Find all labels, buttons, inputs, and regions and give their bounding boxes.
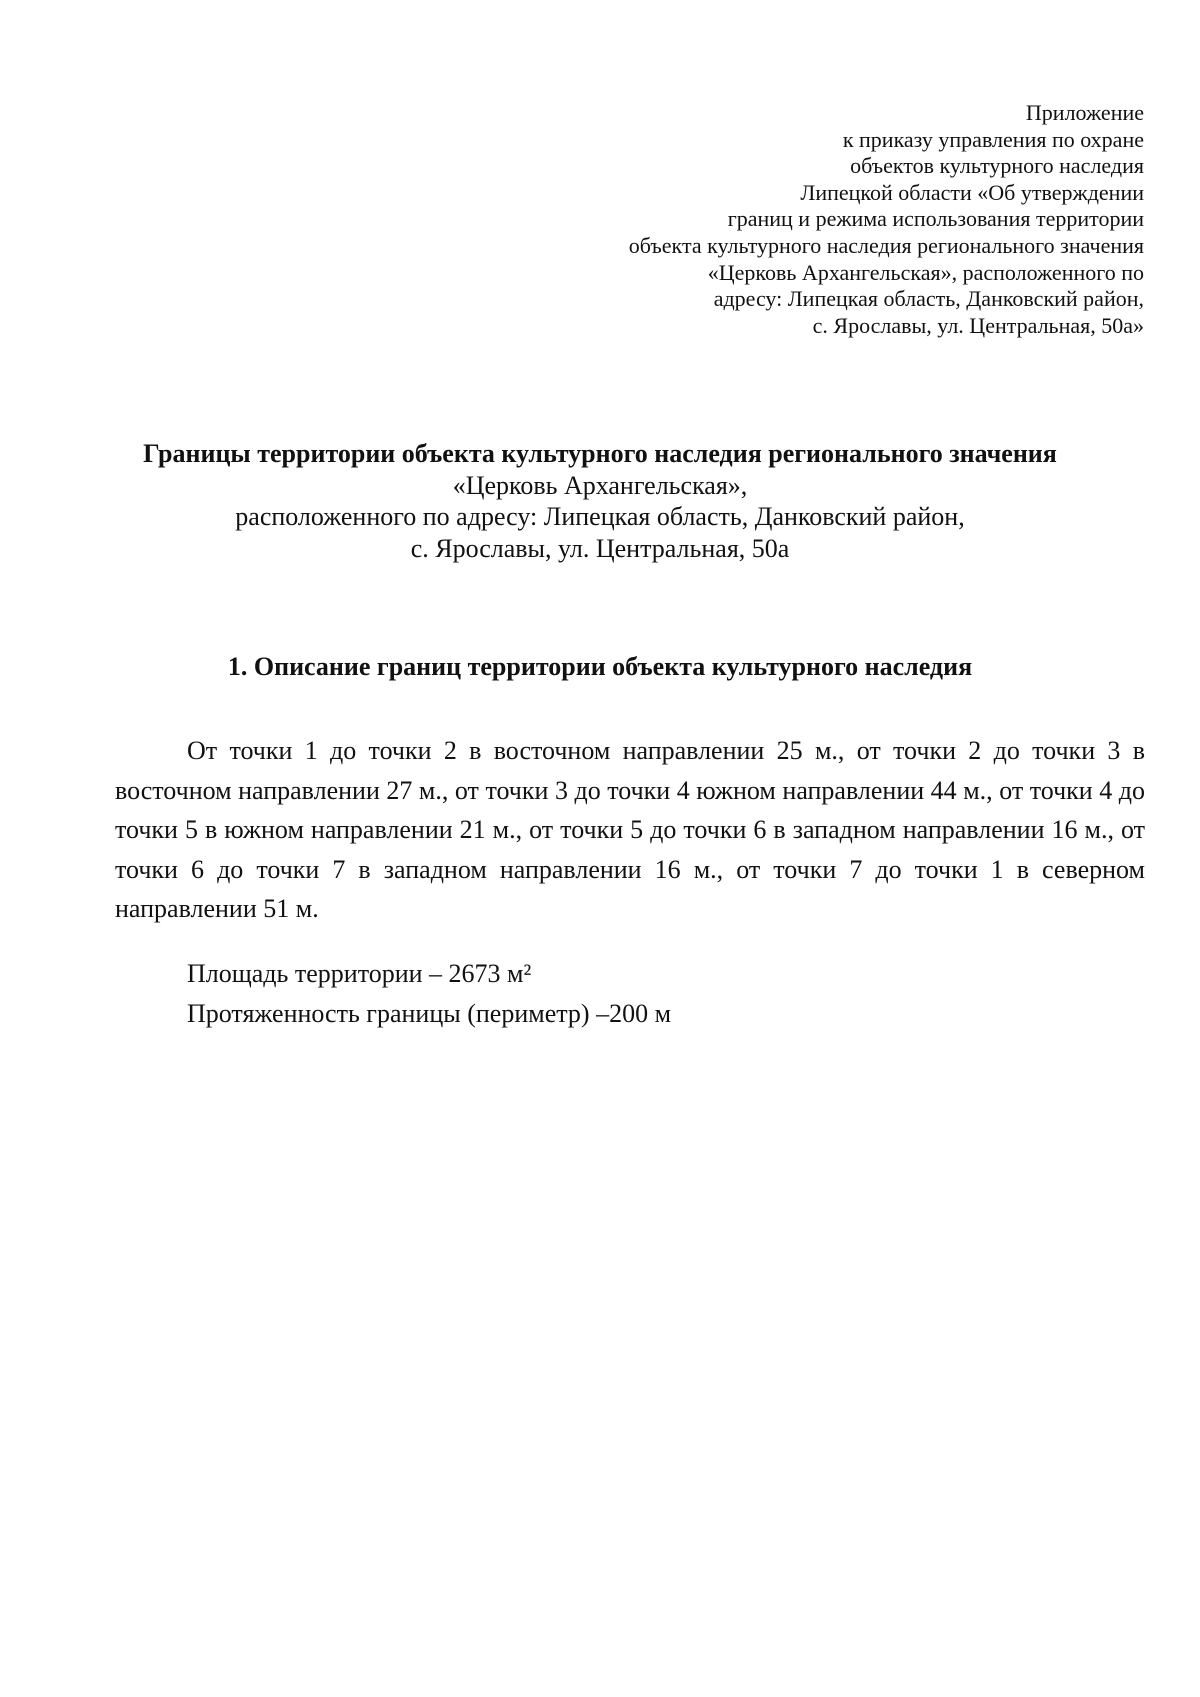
appendix-line: Приложение — [1025, 100, 1144, 125]
appendix-line: «Церковь Архангельская», расположенного по — [707, 259, 1144, 285]
appendix-line: к приказу управления по охране — [842, 126, 1144, 152]
territory-area: Площадь территории – 2673 м² — [187, 959, 532, 988]
territory-perimeter: Протяженность границы (периметр) –200 м — [187, 998, 672, 1028]
object-address-line: с. Ярославы, ул. Центральная, 50а — [410, 533, 790, 563]
appendix-reference-block — [444, 100, 1144, 339]
object-address-line: расположенного по адресу: Липецкая область, Данковский район, — [235, 502, 965, 531]
appendix-line: границ и режима использования территории — [727, 206, 1144, 232]
boundary-description: От точки 1 до точки 2 в восточном направлении 25 м., от точки 2 до точки 3 в восточном направлении 27 м., от точки 3 до точки 4 южном направлении 44 м., от точки 4 до точки 5 в южном направлении 21 м., от точки 5 до точки 6 в западном направлении 16 м., от точки 6 до точки 7 в западном направлении 16 м., от точки 7 до точки 1 в северном направлении 51 м. — [115, 736, 1145, 923]
appendix-line: с. Ярославы, ул. Центральная, 50а» — [812, 312, 1144, 338]
appendix-line: объекта культурного наследия регионального значения — [628, 232, 1144, 258]
document-title: Границы территории объекта культурного наследия регионального значения — [143, 439, 1057, 468]
appendix-line: Липецкой области «Об утверждении — [800, 179, 1144, 205]
appendix-line: адресу: Липецкая область, Данковский район, — [713, 286, 1144, 312]
appendix-line: объектов культурного наследия — [850, 153, 1144, 179]
section-heading: 1. Описание границ территории объекта культурного наследия — [227, 652, 973, 681]
object-name: «Церковь Архангельская», — [452, 470, 748, 500]
document-title-block — [0, 438, 1200, 564]
territory-facts — [187, 954, 671, 1033]
